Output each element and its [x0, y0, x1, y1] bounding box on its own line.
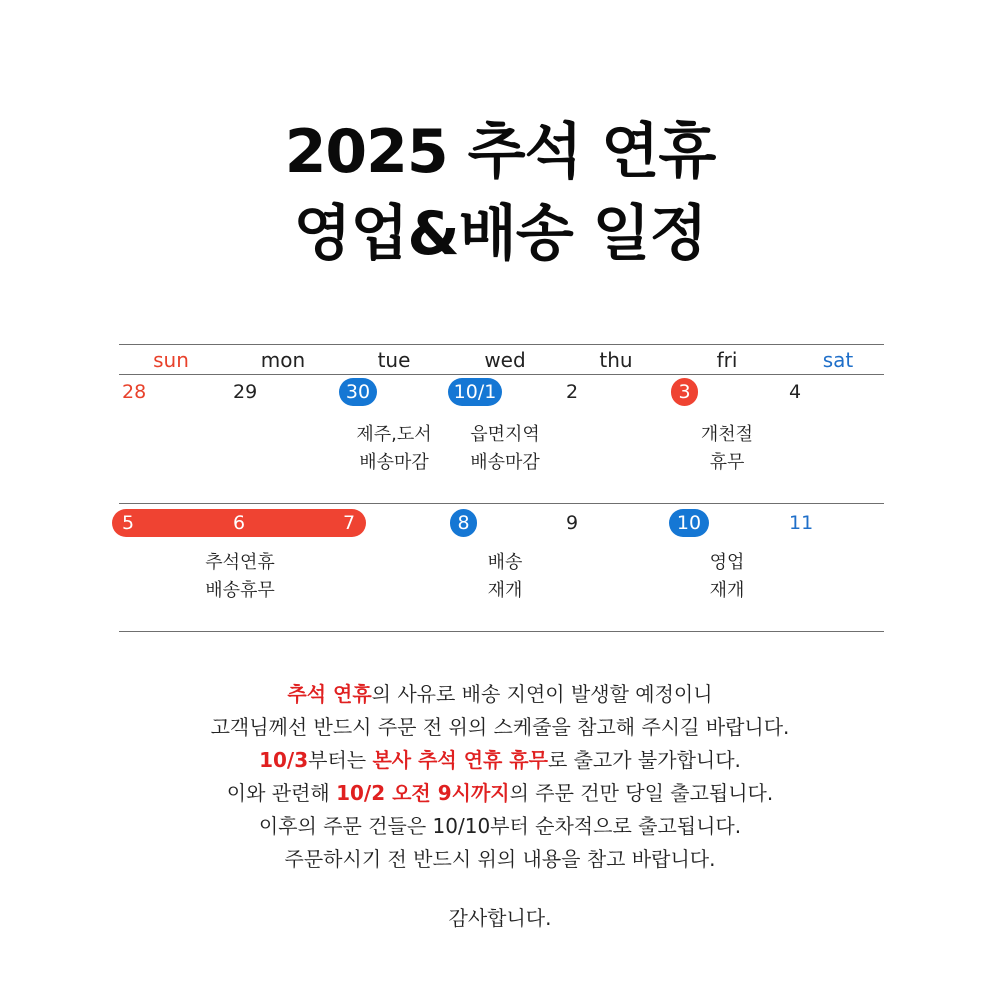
page-title-line2: 영업&배송 일정: [293, 199, 707, 269]
week-divider-rule: [119, 503, 884, 504]
day-number: 4: [789, 381, 802, 403]
day-number: 11: [789, 512, 814, 534]
note-line: 휴무: [709, 452, 745, 473]
notice-text: 부터는: [308, 748, 373, 772]
note-line: 영업: [709, 552, 745, 573]
notice-line-6: 주문하시기 전 반드시 위의 내용을 참고 바랍니다.: [284, 847, 716, 871]
page-title-line1: 2025 추석 연휴: [284, 117, 716, 187]
day-number: 28: [122, 381, 147, 403]
weekday-mon: mon: [260, 348, 306, 372]
day-badge-resume: 10: [669, 509, 709, 537]
highlight-text: 10/2 오전 9시까지: [336, 781, 510, 805]
weekday-fri: fri: [716, 348, 738, 372]
calendar-top-rule: [119, 344, 884, 345]
calendar-bottom-rule: [119, 631, 884, 632]
notice-text: 로 출고가 불가합니다.: [547, 748, 741, 772]
day-note-wed: [425, 549, 585, 605]
notice-text: 이와 관련해: [226, 781, 337, 805]
day-number: 5: [122, 512, 135, 534]
notice-line-2: 고객님께선 반드시 주문 전 위의 스케줄을 참고해 주시길 바랍니다.: [210, 715, 790, 739]
day-number: 6: [233, 512, 246, 534]
weekday-wed: wed: [484, 348, 526, 372]
day-badge-deadline: 30: [339, 378, 377, 406]
weekday-sun: sun: [153, 348, 189, 372]
day-note-wed: [425, 421, 585, 477]
notice-text: 의 주문 건만 당일 출고됩니다.: [509, 781, 774, 805]
highlight-text: 10/3: [259, 748, 309, 772]
note-line: 읍면지역: [470, 424, 540, 445]
day-number: 29: [233, 381, 258, 403]
weekday-tue: tue: [377, 348, 411, 372]
day-number: 9: [566, 512, 579, 534]
notice-line-3: [0, 744, 1000, 777]
day-number: 2: [566, 381, 579, 403]
day-note-fri: [647, 421, 807, 477]
note-line: 배송: [487, 552, 523, 573]
weekday-sat: sat: [822, 348, 854, 372]
day-badge-resume: 8: [450, 509, 477, 537]
weekday-thu: thu: [599, 348, 633, 372]
note-line: 배송마감: [470, 452, 540, 473]
day-note-fri: [647, 549, 807, 605]
note-line: 배송휴무: [205, 580, 275, 601]
note-line: 배송마감: [359, 452, 429, 473]
notice-line-1: [0, 678, 1000, 711]
note-line: 재개: [709, 580, 745, 601]
note-line: 추석연휴: [205, 552, 275, 573]
note-line: 개천절: [700, 424, 754, 445]
notice-text: 의 사유로 배송 지연이 발생할 예정이니: [371, 682, 713, 706]
note-line: 재개: [487, 580, 523, 601]
day-note-holiday: [160, 549, 320, 605]
closing-text: 감사합니다.: [448, 906, 552, 930]
notice-line-4: [0, 777, 1000, 810]
day-badge-deadline: 10/1: [448, 378, 502, 406]
note-line: 제주,도서: [356, 424, 432, 445]
notice-line-5: 이후의 주문 건들은 10/10부터 순차적으로 출고됩니다.: [258, 814, 742, 838]
highlight-text: 추석 연휴: [287, 682, 372, 706]
day-number: 7: [343, 512, 356, 534]
day-badge-holiday: 3: [671, 378, 698, 406]
highlight-text: 본사 추석 연휴 휴무: [372, 748, 548, 772]
weekday-header-rule: [119, 374, 884, 375]
